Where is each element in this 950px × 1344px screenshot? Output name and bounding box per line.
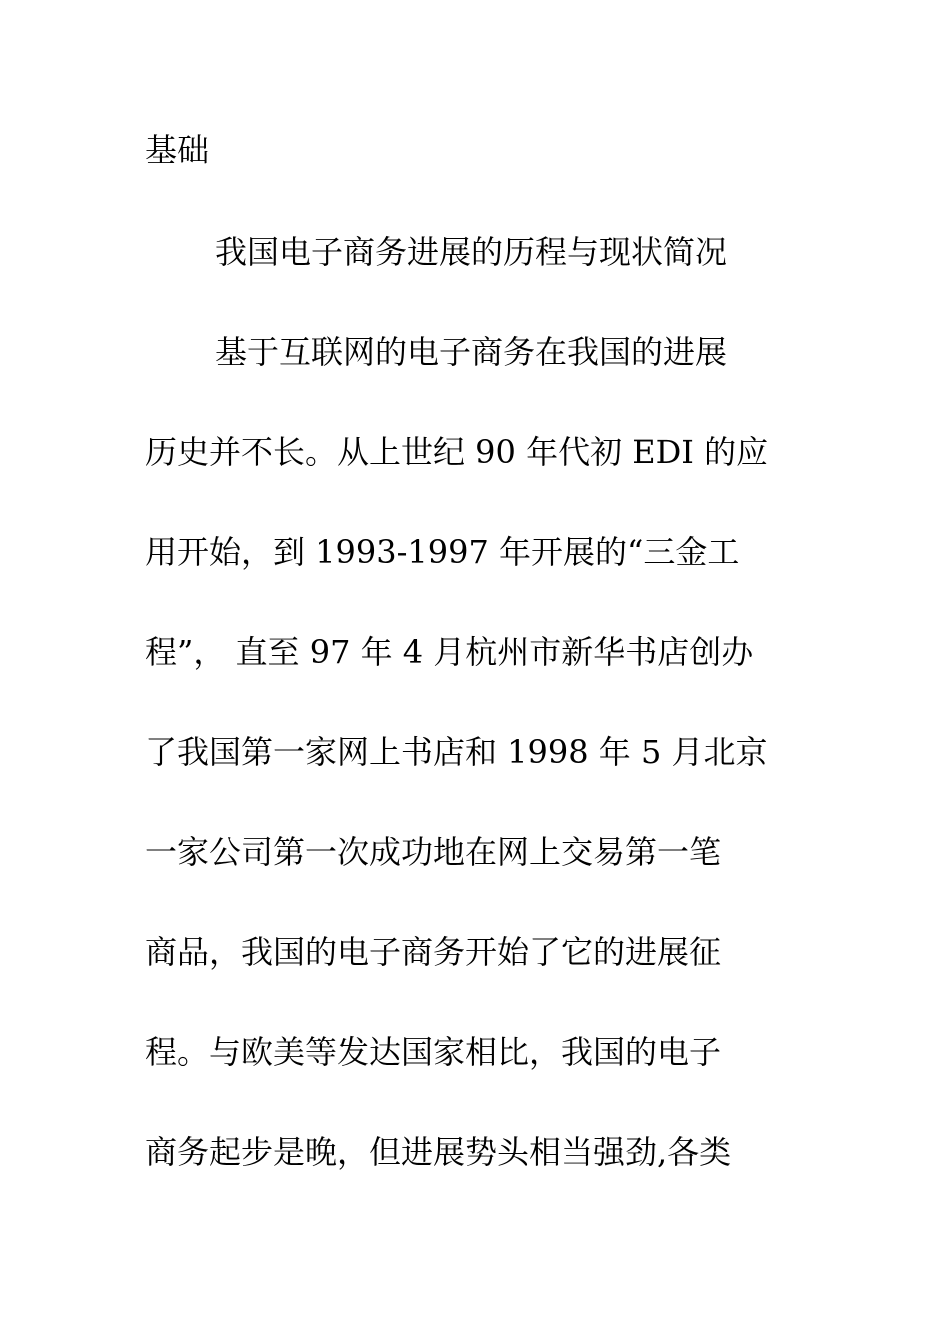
text-line-4: 历史并不长。从上世纪 90 年代初 EDI 的应: [145, 433, 769, 471]
text-line-1: 基础: [145, 131, 210, 169]
text-line-11: 商务起步是晚，但进展势头相当强劲,各类: [145, 1133, 732, 1171]
text-line-10: 程。与欧美等发达国家相比，我国的电子: [145, 1033, 722, 1071]
text-line-3: 基于互联网的电子商务在我国的进展: [215, 333, 728, 371]
text-line-5: 用开始，到 1993-1997 年开展的“三金工: [145, 533, 740, 571]
text-line-7: 了我国第一家网上书店和 1998 年 5 月北京: [145, 733, 768, 771]
text-line-8: 一家公司第一次成功地在网上交易第一笔: [145, 833, 722, 871]
text-line-6: 程”， 直至 97 年 4 月杭州市新华书店创办: [145, 633, 754, 671]
section-heading: 我国电子商务进展的历程与现状简况: [215, 233, 728, 271]
text-line-9: 商品，我国的电子商务开始了它的进展征: [145, 933, 722, 971]
